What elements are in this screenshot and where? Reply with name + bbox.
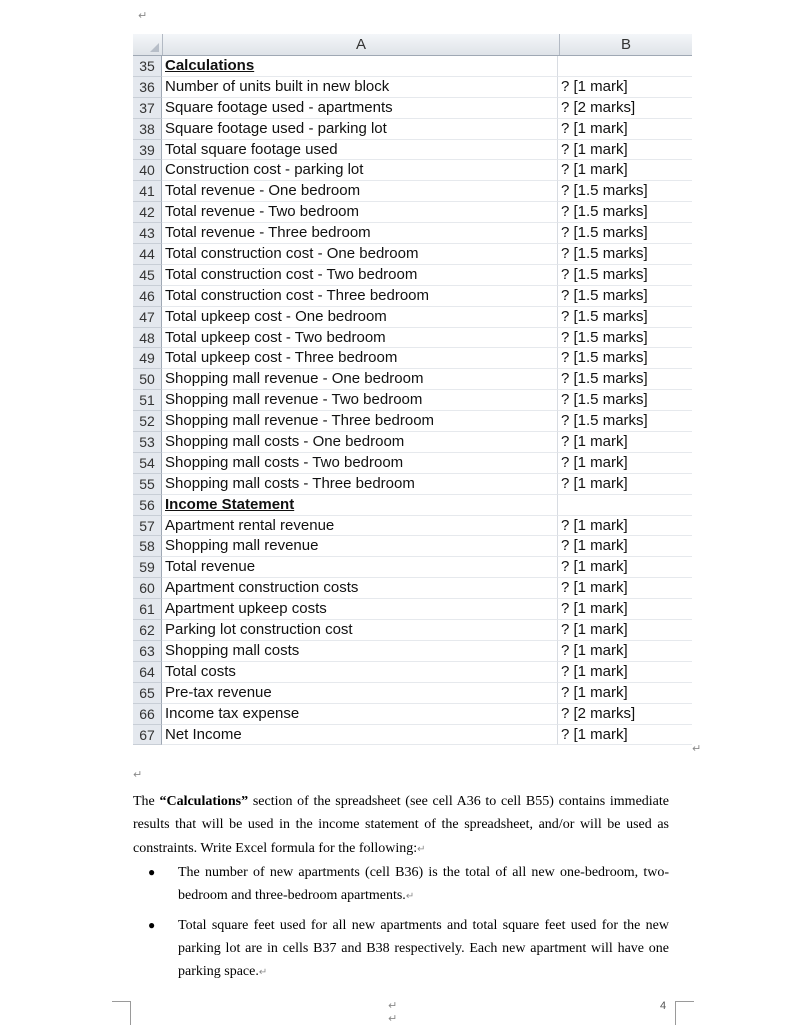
para-text-pre: The [133,794,160,809]
row-number: 40 [133,160,162,181]
cell-a: Construction cost - parking lot [162,160,558,181]
cell-a: Total revenue - Three bedroom [162,223,558,244]
sheet-row [133,307,692,328]
sheet-row [133,474,692,495]
row-number: 53 [133,432,162,453]
cell-b [558,495,692,516]
sheet-row [133,98,692,119]
sheet-row [133,704,692,725]
row-number: 39 [133,140,162,161]
cell-a: Shopping mall revenue - One bedroom [162,369,558,390]
row-number: 44 [133,244,162,265]
row-number: 65 [133,683,162,704]
sheet-row [133,495,692,516]
cell-b: ? [1.5 marks] [558,390,692,411]
para-text-post: section of the spreadsheet (see cell A36 to cell B55) contains immediate results that will be used in the income statement of the spreadsheet, and/or will be used as constraints. Write Excel formula for the following: [133,794,669,856]
row-number: 59 [133,557,162,578]
cell-b: ? [1.5 marks] [558,348,692,369]
sheet-row [133,411,692,432]
sheet-row [133,328,692,349]
cell-a: Shopping mall revenue [162,536,558,557]
row-number: 67 [133,725,162,746]
sheet-row [133,265,692,286]
cell-a: Total revenue - Two bedroom [162,202,558,223]
sheet-row [133,432,692,453]
cell-a: Shopping mall revenue - Two bedroom [162,390,558,411]
sheet-row [133,56,692,77]
row-number: 46 [133,286,162,307]
row-number: 56 [133,495,162,516]
cell-b: ? [1.5 marks] [558,286,692,307]
row-number: 35 [133,56,162,77]
row-number: 47 [133,307,162,328]
cell-b: ? [1 mark] [558,662,692,683]
cell-a: Income tax expense [162,704,558,725]
cell-a: Calculations [162,56,558,77]
row-number: 58 [133,536,162,557]
row-number: 66 [133,704,162,725]
spreadsheet-rows [133,56,692,745]
row-number: 37 [133,98,162,119]
cell-a: Total upkeep cost - One bedroom [162,307,558,328]
cell-b: ? [1 mark] [558,77,692,98]
paragraph-mark: ↵ [388,1012,398,1025]
bullet-text: The number of new apartments (cell B36) is the total of all new one-bedroom, two-bedroom and three-bedroom apartments. [178,865,669,904]
cell-a: Total revenue [162,557,558,578]
sheet-row [133,244,692,265]
cell-a: Total construction cost - Three bedroom [162,286,558,307]
cell-a: Total revenue - One bedroom [162,181,558,202]
sheet-row [133,202,692,223]
instructions-paragraph [133,790,669,861]
sheet-row [133,160,692,181]
bullet-dot-icon: ● [148,865,156,879]
cell-b: ? [1.5 marks] [558,411,692,432]
row-number: 36 [133,77,162,98]
row-number: 41 [133,181,162,202]
paragraph-mark: ↵ [692,742,702,755]
cell-b: ? [1 mark] [558,599,692,620]
sheet-row [133,557,692,578]
cell-a: Income Statement [162,495,558,516]
bullet-item [133,861,669,909]
sheet-row [133,223,692,244]
cell-b: ? [1 mark] [558,725,692,746]
cell-a: Total construction cost - One bedroom [162,244,558,265]
cell-a: Shopping mall costs - Three bedroom [162,474,558,495]
paragraph-mark: ↵ [417,843,426,855]
sheet-row [133,683,692,704]
row-number: 63 [133,641,162,662]
sheet-row [133,77,692,98]
bullet-text: Total square feet used for all new apartments and total square feet used for the new parking lot are in cells B37 and B38 respectively. Each new apartment will have one parking space. [178,917,669,980]
cell-b: ? [1.5 marks] [558,265,692,286]
cell-b: ? [1 mark] [558,474,692,495]
cell-a: Net Income [162,725,558,746]
paragraph-mark: ↵ [388,999,398,1012]
cell-a: Total construction cost - Two bedroom [162,265,558,286]
sheet-row [133,725,692,746]
row-number: 61 [133,599,162,620]
cell-a: Square footage used - parking lot [162,119,558,140]
sheet-row [133,119,692,140]
cell-b: ? [1.5 marks] [558,328,692,349]
sheet-row [133,181,692,202]
sheet-row [133,348,692,369]
para-text-bold: “Calculations” [159,794,249,809]
sheet-row [133,578,692,599]
cell-b: ? [1 mark] [558,683,692,704]
cell-a: Apartment upkeep costs [162,599,558,620]
cell-b: ? [1.5 marks] [558,223,692,244]
column-header-b: B [620,36,631,53]
page-number: 4 [660,1000,667,1012]
row-number: 52 [133,411,162,432]
paragraph-mark: ↵ [405,891,415,903]
sheet-row [133,620,692,641]
cell-b: ? [1 mark] [558,578,692,599]
row-number: 49 [133,348,162,369]
row-number: 42 [133,202,162,223]
paragraph-mark: ↵ [258,967,268,979]
row-number: 64 [133,662,162,683]
cell-b: ? [1.5 marks] [558,369,692,390]
sheet-row [133,599,692,620]
row-number: 62 [133,620,162,641]
cell-b: ? [1 mark] [558,140,692,161]
sheet-row [133,390,692,411]
cell-b: ? [1.5 marks] [558,307,692,328]
sheet-row [133,453,692,474]
cell-a: Parking lot construction cost [162,620,558,641]
cell-a: Pre-tax revenue [162,683,558,704]
bullet-dot-icon: ● [148,917,156,932]
row-number: 57 [133,516,162,537]
sheet-row [133,369,692,390]
row-number: 50 [133,369,162,390]
row-number: 51 [133,390,162,411]
cell-b: ? [1.5 marks] [558,181,692,202]
column-header-a: A [163,34,560,55]
sheet-row [133,662,692,683]
bullet-item [133,914,669,985]
row-number: 43 [133,223,162,244]
bullet-list [133,861,669,989]
cell-b: ? [1 mark] [558,453,692,474]
cell-b: ? [1 mark] [558,516,692,537]
cell-b: ? [2 marks] [558,704,692,725]
cell-a: Shopping mall costs - One bedroom [162,432,558,453]
cell-b: ? [1 mark] [558,641,692,662]
cell-b: ? [1 mark] [558,557,692,578]
cell-a: Apartment construction costs [162,578,558,599]
row-number: 54 [133,453,162,474]
cell-b: ? [1 mark] [558,160,692,181]
cell-a: Total costs [162,662,558,683]
cell-b: ? [1 mark] [558,119,692,140]
cell-a: Total square footage used [162,140,558,161]
page-corner-mark-left [112,1001,131,1025]
cell-a: Square footage used - apartments [162,98,558,119]
select-all-corner [133,34,163,55]
cell-b: ? [1 mark] [558,536,692,557]
page-corner-mark-right [675,1001,694,1025]
cell-a: Apartment rental revenue [162,516,558,537]
column-header-row [133,34,692,56]
sheet-row [133,140,692,161]
cell-b: ? [1 mark] [558,620,692,641]
cell-b [558,56,692,77]
row-number: 38 [133,119,162,140]
spreadsheet-image [133,34,692,745]
row-number: 45 [133,265,162,286]
cell-a: Total upkeep cost - Three bedroom [162,348,558,369]
sheet-row [133,641,692,662]
sheet-row [133,286,692,307]
cell-a: Number of units built in new block [162,77,558,98]
cell-a: Shopping mall costs [162,641,558,662]
row-number: 55 [133,474,162,495]
paragraph-mark: ↵ [138,9,148,22]
cell-b: ? [1.5 marks] [558,244,692,265]
cell-b: ? [2 marks] [558,98,692,119]
cell-a: Shopping mall revenue - Three bedroom [162,411,558,432]
cell-a: Total upkeep cost - Two bedroom [162,328,558,349]
cell-a: Shopping mall costs - Two bedroom [162,453,558,474]
sheet-row [133,536,692,557]
sheet-row [133,516,692,537]
row-number: 60 [133,578,162,599]
row-number: 48 [133,328,162,349]
cell-b: ? [1.5 marks] [558,202,692,223]
cell-b: ? [1 mark] [558,432,692,453]
paragraph-mark: ↵ [133,768,143,781]
